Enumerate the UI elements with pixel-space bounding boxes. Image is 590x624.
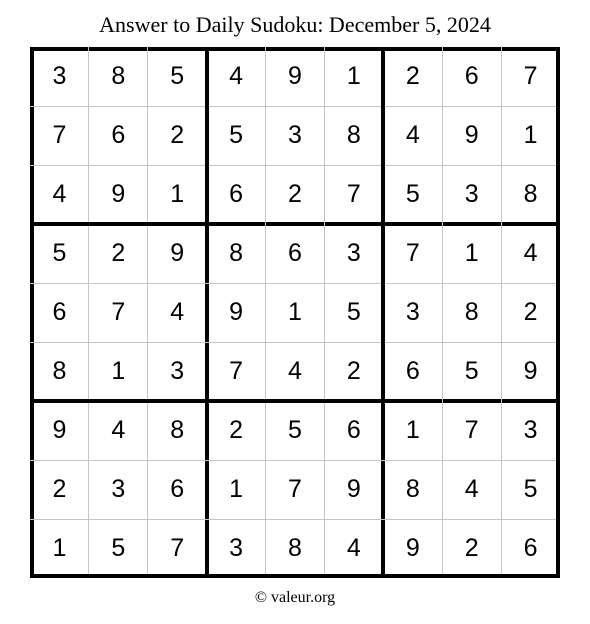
cell-border-horizontal [30,106,560,107]
sudoku-cell: 1 [111,357,126,385]
sudoku-cell: 2 [523,298,538,326]
box-border-horizontal [30,574,560,578]
sudoku-cell: 6 [405,357,420,385]
sudoku-cell: 8 [464,298,479,326]
sudoku-cell: 3 [52,62,67,90]
sudoku-cell: 1 [464,239,479,267]
page-title: Answer to Daily Sudoku: December 5, 2024 [99,12,491,37]
sudoku-board [30,47,560,578]
cell-border-horizontal [30,342,560,343]
sudoku-cell: 4 [523,239,538,267]
sudoku-grid [30,47,560,578]
box-border-vertical [556,47,560,578]
sudoku-cell: 3 [464,180,479,208]
sudoku-cell: 7 [170,534,185,562]
sudoku-cell: 1 [52,534,67,562]
sudoku-cell: 2 [405,62,420,90]
sudoku-cell: 1 [229,475,244,503]
sudoku-cell: 9 [229,298,244,326]
box-border-vertical [30,47,34,578]
sudoku-cell: 8 [288,534,302,562]
cell-border-vertical [501,47,502,578]
sudoku-cell: 4 [346,534,361,562]
box-border-horizontal [30,222,560,226]
sudoku-cell: 3 [405,298,420,326]
sudoku-cell: 6 [464,62,479,90]
cell-border-vertical [88,47,89,578]
sudoku-cell: 2 [464,534,479,562]
sudoku-cell: 1 [170,180,185,208]
sudoku-cell: 9 [111,180,126,208]
box-border-horizontal [30,47,560,51]
cell-border-vertical [265,47,266,578]
cell-border-vertical [442,47,443,578]
cell-border-horizontal [30,165,560,166]
sudoku-cell: 5 [52,239,67,267]
sudoku-cell: 8 [170,416,185,444]
sudoku-cell: 1 [405,416,420,444]
sudoku-cell: 6 [346,416,361,444]
box-border-vertical [381,47,385,578]
sudoku-cell: 2 [288,180,302,208]
sudoku-cell: 3 [346,239,361,267]
sudoku-cell: 5 [523,475,538,503]
cell-border-horizontal [30,519,560,520]
sudoku-cell: 4 [229,62,244,90]
sudoku-cell: 2 [229,416,244,444]
sudoku-cell: 4 [405,121,420,149]
sudoku-cell: 3 [170,357,185,385]
sudoku-cell: 7 [523,62,538,90]
sudoku-cell: 5 [464,357,479,385]
sudoku-cell: 8 [346,121,361,149]
sudoku-cell: 5 [229,121,244,149]
sudoku-cell: 9 [170,239,185,267]
sudoku-cell: 2 [170,121,185,149]
sudoku-cell: 4 [52,180,67,208]
sudoku-cell: 5 [405,180,420,208]
sudoku-cell: 5 [346,298,361,326]
sudoku-cell: 3 [111,475,126,503]
sudoku-cell: 5 [111,534,126,562]
sudoku-cell: 7 [288,475,302,503]
cell-border-vertical [147,47,148,578]
sudoku-cell: 3 [288,121,302,149]
sudoku-cell: 7 [464,416,479,444]
copyright-footer: © valeur.org [254,589,336,606]
sudoku-cell: 7 [111,298,126,326]
sudoku-cell: 6 [288,239,302,267]
sudoku-cell: 9 [346,475,361,503]
sudoku-cell: 6 [52,298,67,326]
sudoku-cell: 8 [405,475,420,503]
sudoku-cell: 9 [405,534,420,562]
sudoku-cell: 6 [229,180,244,208]
sudoku-cell: 4 [170,298,185,326]
sudoku-cell: 1 [288,298,302,326]
cell-border-horizontal [30,460,560,461]
sudoku-cell: 6 [111,121,126,149]
sudoku-cell: 2 [111,239,126,267]
sudoku-cell: 9 [288,62,302,90]
cell-border-vertical [324,47,325,578]
sudoku-cell: 8 [523,180,538,208]
sudoku-cell: 3 [523,416,538,444]
sudoku-cell: 9 [52,416,67,444]
sudoku-cell: 4 [288,357,302,385]
box-border-vertical [205,47,209,578]
sudoku-cell: 4 [111,416,126,444]
sudoku-cell: 7 [52,121,67,149]
sudoku-cell: 9 [464,121,479,149]
sudoku-cell: 7 [405,239,420,267]
sudoku-cell: 8 [229,239,244,267]
sudoku-cell: 2 [346,357,361,385]
sudoku-cell: 2 [52,475,67,503]
sudoku-cell: 8 [111,62,126,90]
cell-border-horizontal [30,283,560,284]
sudoku-cell: 6 [523,534,538,562]
sudoku-cell: 5 [170,62,185,90]
sudoku-cell: 1 [523,121,538,149]
sudoku-cell: 8 [52,357,67,385]
sudoku-cell: 3 [229,534,244,562]
sudoku-cell: 7 [346,180,361,208]
sudoku-cell: 1 [346,62,361,90]
sudoku-cell: 6 [170,475,185,503]
sudoku-cell: 4 [464,475,479,503]
sudoku-cell: 5 [288,416,302,444]
box-border-horizontal [30,399,560,403]
sudoku-cell: 9 [523,357,538,385]
sudoku-cell: 7 [229,357,244,385]
